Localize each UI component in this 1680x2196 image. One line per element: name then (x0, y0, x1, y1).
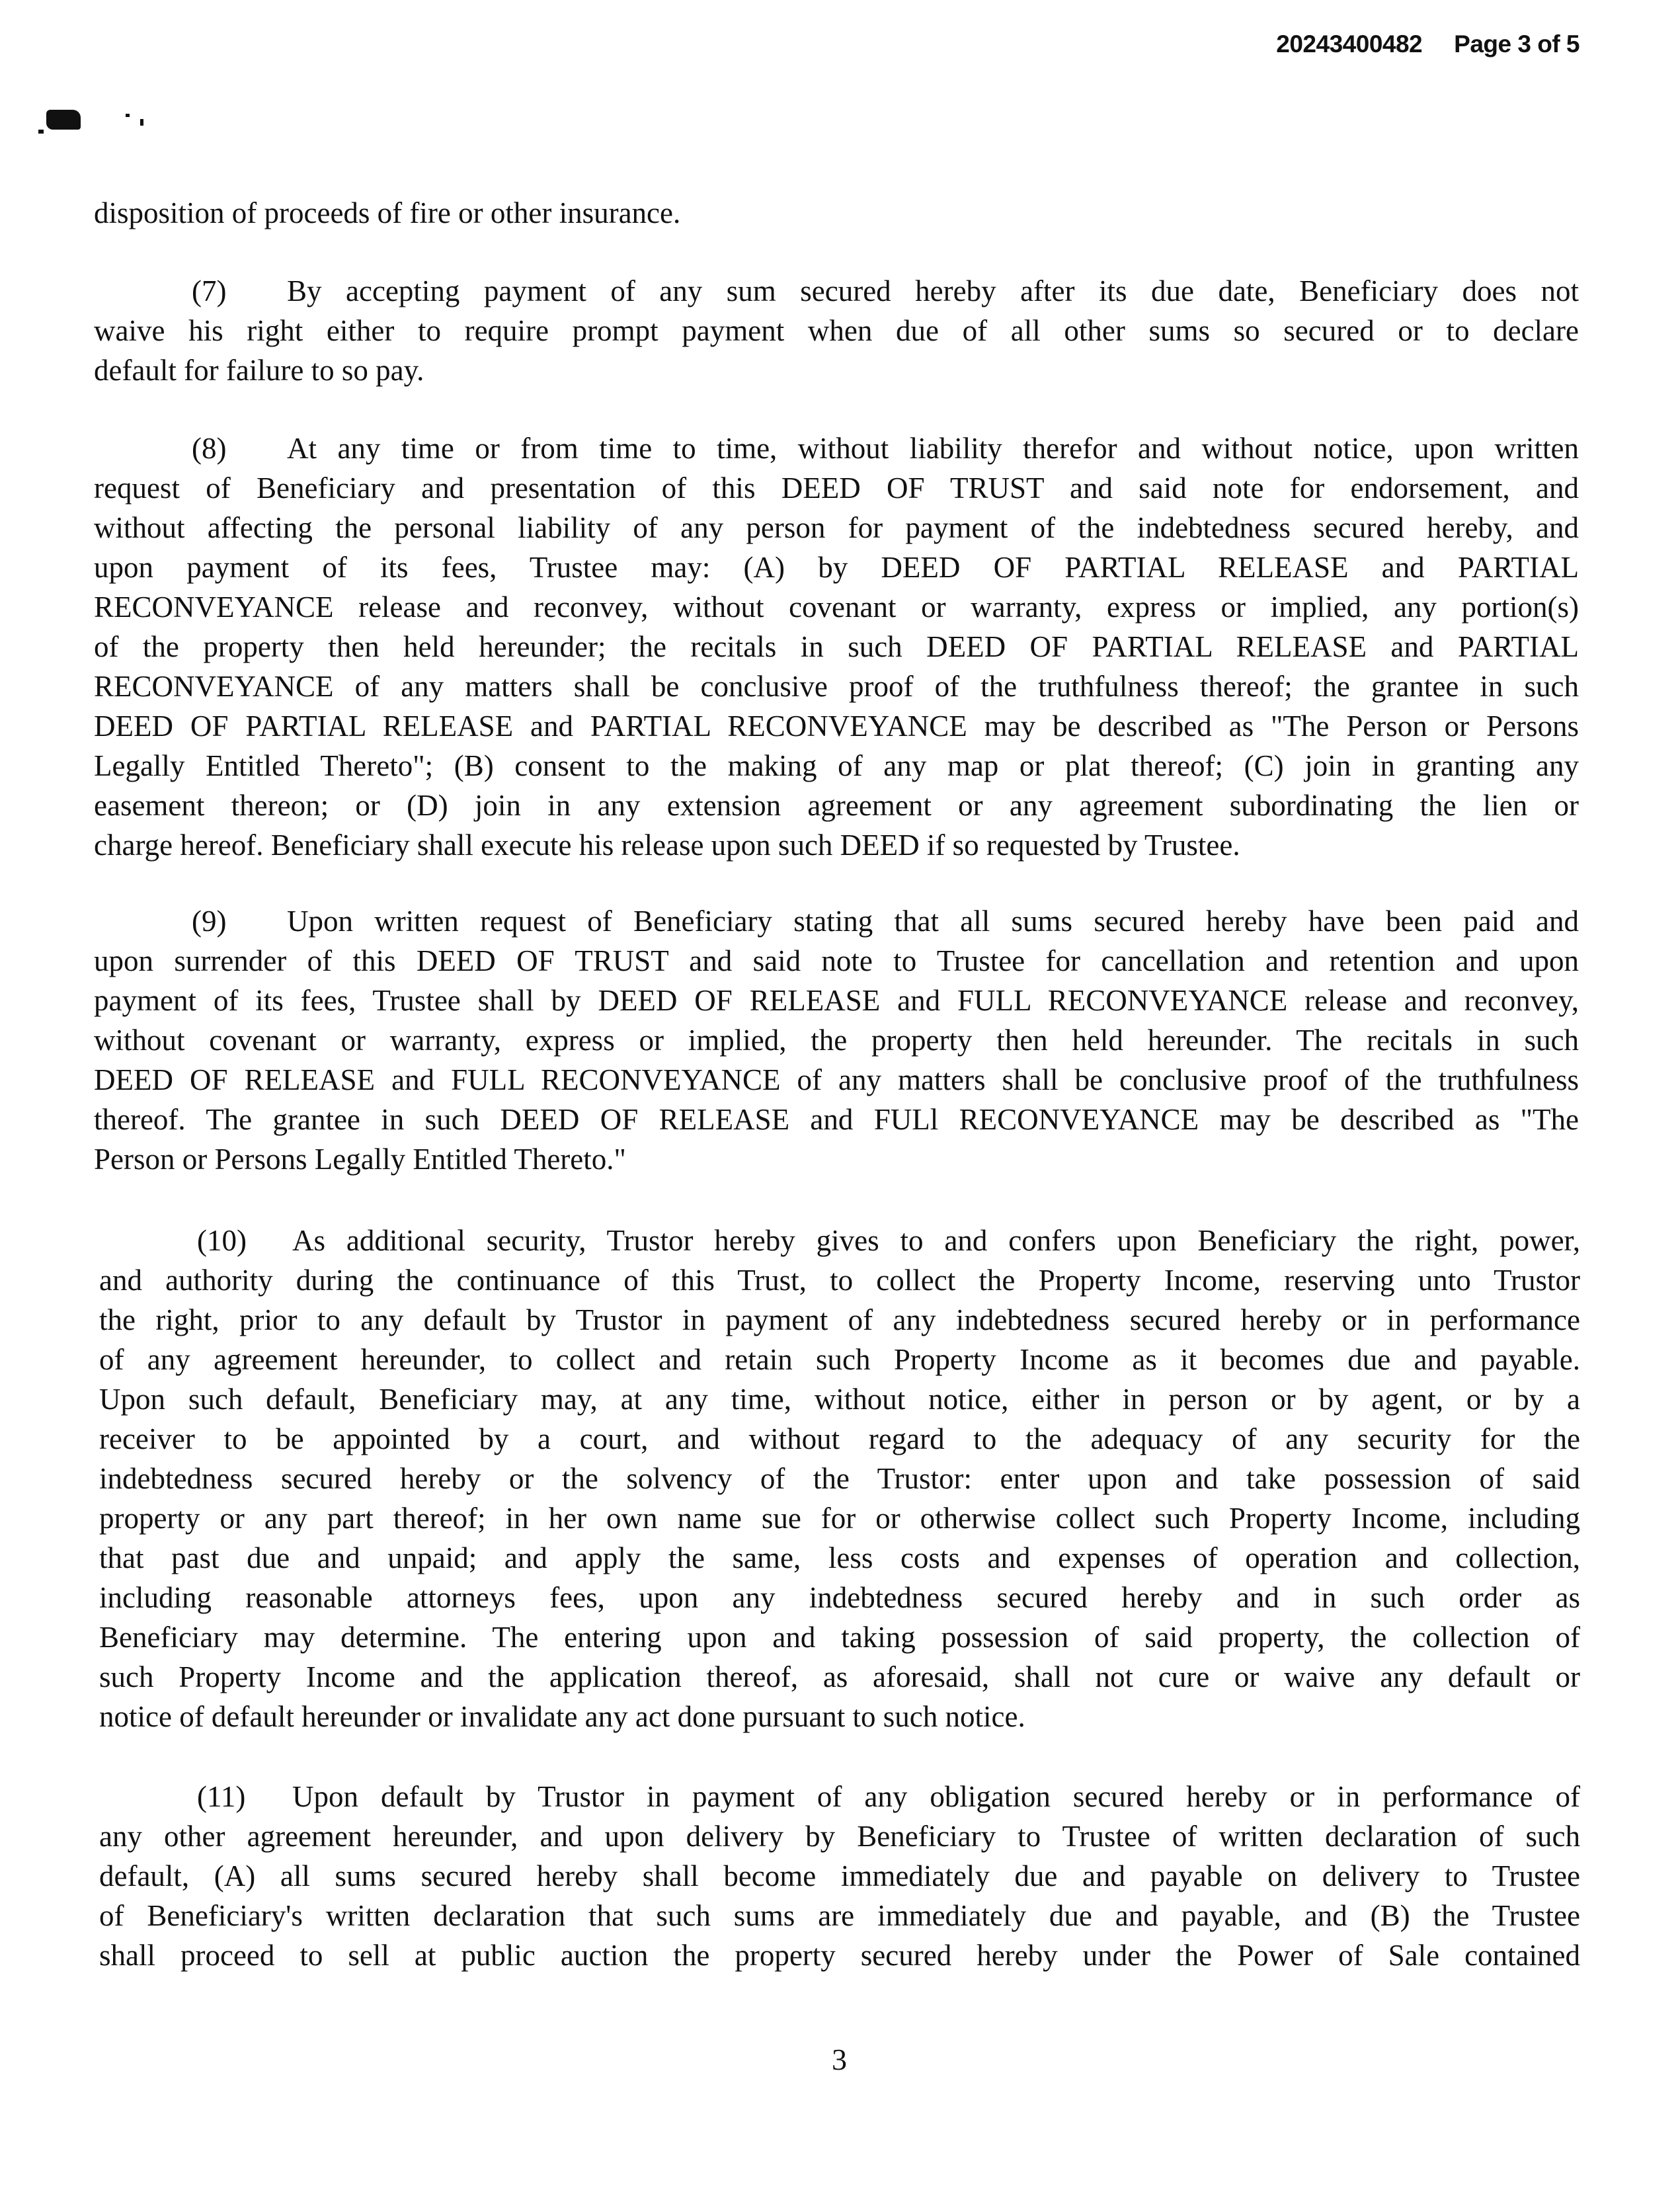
text-line (94, 271, 1579, 311)
text-line (99, 1777, 1580, 1816)
text-line: shall proceed to sell at public auction the property secured hereby under the Power of Sale contained (99, 1939, 1580, 1972)
document-number: 20243400482 (1276, 30, 1423, 58)
scan-artifact (126, 114, 130, 117)
text-line: the right, prior to any default by Trustor in payment of any indebtedness secured hereby or in performance (99, 1303, 1580, 1336)
line-text: At any time or from time to time, without liability therefor and without notice, upon written (287, 432, 1579, 465)
text-line (94, 428, 1579, 468)
text-line: notice of default hereunder or invalidate any act done pursuant to such notice. (99, 1700, 1025, 1733)
text-line: Beneficiary may determine. The entering upon and taking possession of said property, the collection of (99, 1621, 1580, 1654)
paragraph-9 (94, 901, 1579, 1179)
text-line: default for failure to so pay. (94, 354, 424, 387)
text-line: payment of its fees, Trustee shall by DEED OF RELEASE and FULL RECONVEYANCE release and reconvey, (94, 984, 1579, 1017)
text-line: indebtedness secured hereby or the solvency of the Trustor: enter upon and take possession of said (99, 1462, 1580, 1495)
text-line: DEED OF PARTIAL RELEASE and PARTIAL RECONVEYANCE may be described as "The Person or Persons (94, 710, 1579, 743)
text-line: and authority during the continuance of this Trust, to collect the Property Income, reserving unto Trustor (99, 1264, 1580, 1297)
text-line: default, (A) all sums secured hereby shall become immediately due and payable on delivery to Trustee (99, 1859, 1580, 1892)
text-line: receiver to be appointed by a court, and without regard to the adequacy of any security for the (99, 1422, 1580, 1455)
text-line: of the property then held hereunder; the recitals in such DEED OF PARTIAL RELEASE and PARTIAL (94, 630, 1579, 663)
paragraph-10 (99, 1221, 1580, 1736)
scan-artifact (140, 119, 143, 126)
scan-artifact (46, 110, 81, 130)
text-line: RECONVEYANCE of any matters shall be conclusive proof of the truthfulness thereof; the grantee in such (94, 670, 1579, 703)
text-line: thereof. The grantee in such DEED OF RELEASE and FULl RECONVEYANCE may be described as "The (94, 1103, 1579, 1136)
text-line: including reasonable attorneys fees, upon any indebtedness secured hereby and in such order as (99, 1581, 1580, 1614)
recording-header (1276, 30, 1580, 58)
text-line: RECONVEYANCE release and reconvey, without covenant or warranty, express or implied, any portion(s) (94, 590, 1579, 624)
text-line: easement thereon; or (D) join in any extension agreement or any agreement subordinating the lien or (94, 789, 1579, 822)
text-line: property or any part thereof; in her own name sue for or otherwise collect such Property Income, including (99, 1502, 1580, 1535)
text-line: Legally Entitled Thereto"; (B) consent to the making of any map or plat thereof; (C) join in granting any (94, 749, 1579, 782)
text-line: without covenant or warranty, express or implied, the property then held hereunder. The recitals in such (94, 1024, 1579, 1057)
text-line: disposition of proceeds of fire or other insurance. (94, 196, 681, 229)
text-line: without affecting the personal liability of any person for payment of the indebtedness secured hereby, and (94, 511, 1579, 544)
text-line: DEED OF RELEASE and FULL RECONVEYANCE of any matters shall be conclusive proof of the truthfulness (94, 1063, 1579, 1096)
text-line: Upon such default, Beneficiary may, at any time, without notice, either in person or by agent, or by a (99, 1383, 1580, 1416)
page-number: 3 (832, 2043, 847, 2076)
paragraph-number: (9) (192, 905, 227, 938)
paragraph-number: (10) (197, 1224, 247, 1257)
text-line: waive his right either to require prompt payment when due of all other sums so secured or to declare (94, 314, 1579, 347)
paragraph-continued (94, 193, 1579, 233)
text-line: Person or Persons Legally Entitled Thereto." (94, 1143, 626, 1176)
text-line: upon surrender of this DEED OF TRUST and said note to Trustee for cancellation and retention and upon (94, 944, 1579, 977)
text-line: that past due and unpaid; and apply the same, less costs and expenses of operation and collection, (99, 1541, 1580, 1574)
text-line (99, 1221, 1580, 1260)
paragraph-number: (8) (192, 432, 227, 465)
text-line: of any agreement hereunder, to collect and retain such Property Income as it becomes due and payable. (99, 1343, 1580, 1376)
line-text: Upon default by Trustor in payment of any obligation secured hereby or in performance of (292, 1780, 1580, 1813)
line-text: Upon written request of Beneficiary stating that all sums secured hereby have been paid and (287, 905, 1579, 938)
page-indicator: Page 3 of 5 (1454, 30, 1580, 58)
paragraph-number: (7) (192, 274, 227, 307)
paragraph-8 (94, 428, 1579, 865)
text-line: of Beneficiary's written declaration that such sums are immediately due and payable, and (B) the Trustee (99, 1899, 1580, 1932)
text-line: upon payment of its fees, Trustee may: (A) by DEED OF PARTIAL RELEASE and PARTIAL (94, 551, 1579, 584)
line-text: By accepting payment of any sum secured hereby after its due date, Beneficiary does not (287, 274, 1579, 307)
paragraph-11 (99, 1777, 1580, 1975)
text-line: any other agreement hereunder, and upon delivery by Beneficiary to Trustee of written declaration of such (99, 1820, 1580, 1853)
text-line: such Property Income and the application thereof, as aforesaid, shall not cure or waive any default or (99, 1660, 1580, 1693)
text-line: charge hereof. Beneficiary shall execute his release upon such DEED if so requested by Trustee. (94, 829, 1240, 862)
line-text: As additional security, Trustor hereby gives to and confers upon Beneficiary the right, power, (292, 1224, 1580, 1257)
paragraph-7 (94, 271, 1579, 390)
text-line (94, 901, 1579, 941)
paragraph-number: (11) (197, 1780, 246, 1813)
text-line: request of Beneficiary and presentation of this DEED OF TRUST and said note for endorsement, and (94, 471, 1579, 505)
scan-artifact (38, 130, 44, 134)
